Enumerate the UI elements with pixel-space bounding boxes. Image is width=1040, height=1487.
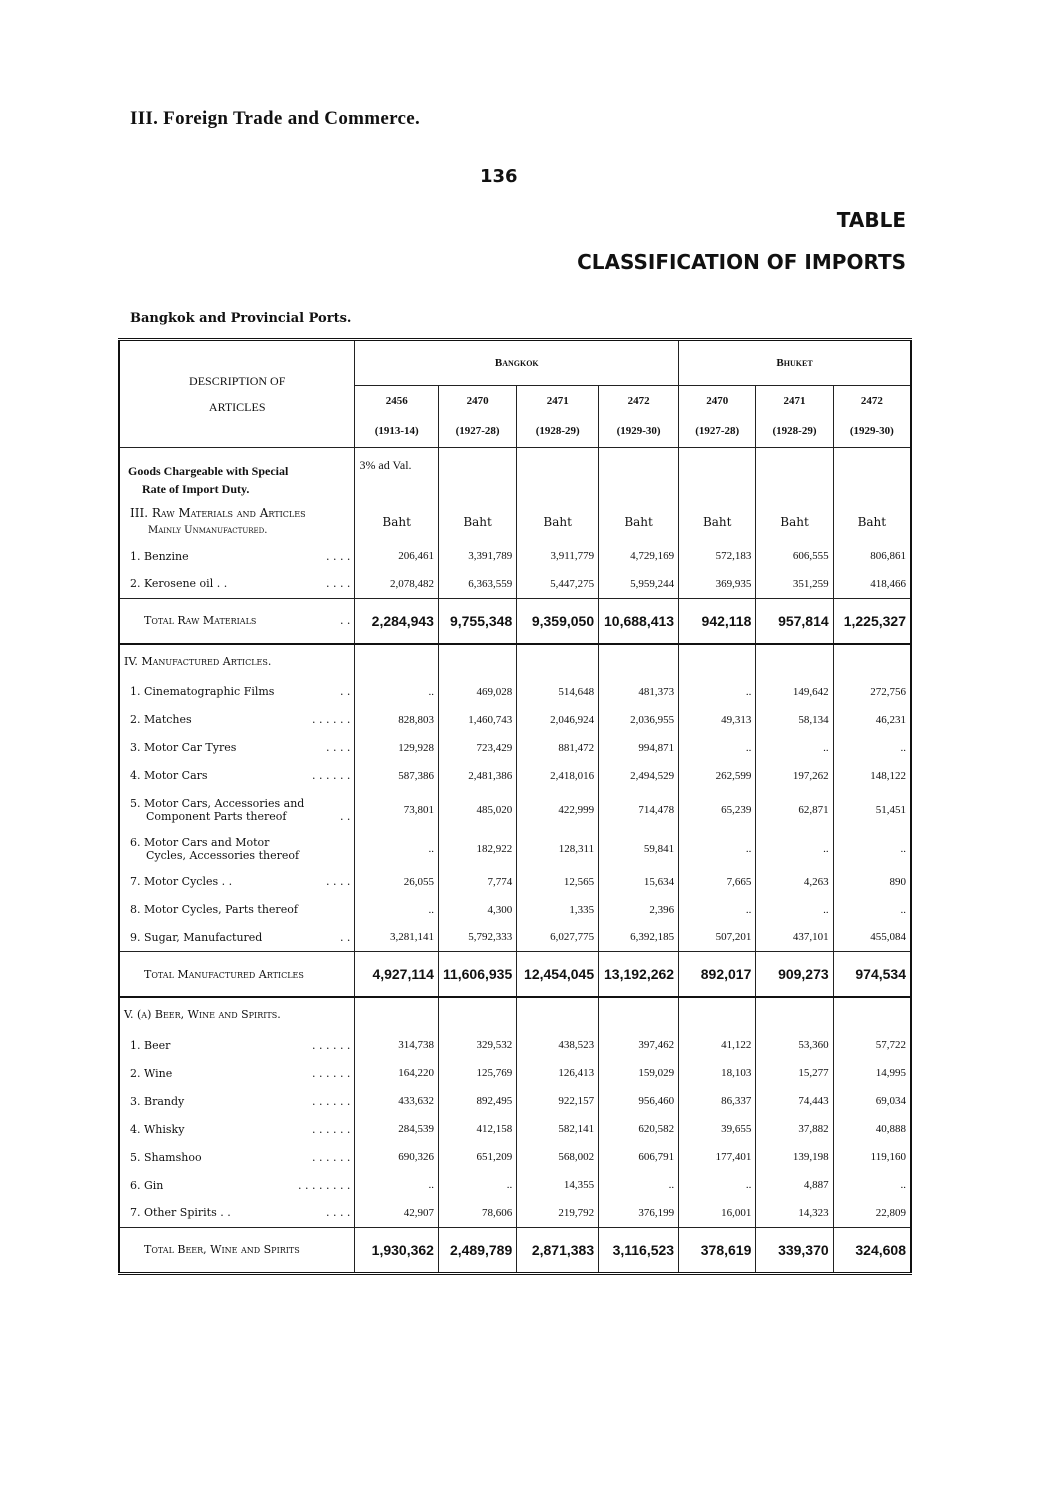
total-row — [119, 598, 911, 644]
year-header: 2471 — [517, 386, 599, 416]
cell-value: .. — [679, 678, 756, 706]
cell-value: .. — [833, 830, 911, 868]
row-label: 2. Matches . . . . . . — [130, 713, 351, 726]
cell-value: .. — [599, 1171, 679, 1199]
cell-value: 4,300 — [438, 896, 516, 924]
cell-value: 42,907 — [355, 1199, 439, 1227]
table-row — [119, 1143, 911, 1171]
cell-value: 148,122 — [833, 762, 911, 790]
total-value: 378,619 — [679, 1227, 756, 1273]
period-header: (1929-30) — [599, 416, 679, 448]
cell-value: 3,911,779 — [517, 542, 599, 570]
cell-value: 6,392,185 — [599, 924, 679, 952]
cell-value: 397,462 — [599, 1031, 679, 1059]
cell-value: 507,201 — [679, 924, 756, 952]
special-goods-line1: Goods Chargeable with Special — [128, 464, 289, 478]
table-row — [119, 1171, 911, 1199]
unit-label: Baht — [833, 502, 911, 542]
table-row — [119, 570, 911, 598]
row-label: 4. Whisky . . . . . . — [130, 1122, 351, 1136]
total-value: 11,606,935 — [438, 952, 516, 998]
cell-value: 272,756 — [833, 678, 911, 706]
cell-value: .. — [438, 1171, 516, 1199]
cell-value: 2,396 — [599, 896, 679, 924]
total-value: 974,534 — [833, 952, 911, 998]
row-label: 2. Wine . . . . . . — [130, 1066, 351, 1080]
unit-label: Baht — [355, 502, 439, 542]
description-header-line2: ARTICLES — [208, 400, 266, 414]
cell-value: .. — [355, 678, 439, 706]
year-header: 2471 — [756, 386, 833, 416]
cell-value: .. — [833, 734, 911, 762]
cell-value: 892,495 — [438, 1087, 516, 1115]
raw-materials-heading-line2: Mainly Unmanufactured. — [148, 525, 268, 536]
cell-value: 78,606 — [438, 1199, 516, 1227]
period-header: (1927-28) — [679, 416, 756, 448]
cell-value: .. — [756, 896, 833, 924]
cell-value: 1,335 — [517, 896, 599, 924]
manufactured-heading: IV. Manufactured Articles. — [124, 654, 272, 668]
row-label: 7. Motor Cycles . . . . . . — [130, 875, 351, 888]
total-label: Total Beer, Wine and Spirits — [119, 1227, 355, 1273]
classification-title: CLASSIFICATION OF IMPORTS — [577, 250, 906, 274]
period-header: (1928-29) — [756, 416, 833, 448]
cell-value: 57,722 — [833, 1031, 911, 1059]
cell-value: 572,183 — [679, 542, 756, 570]
total-value: 2,489,789 — [438, 1227, 516, 1273]
cell-value: 2,481,386 — [438, 762, 516, 790]
table-row — [119, 1199, 911, 1227]
description-header — [119, 340, 355, 448]
cell-value: 128,311 — [517, 830, 599, 868]
cell-value: 329,532 — [438, 1031, 516, 1059]
total-value: 339,370 — [756, 1227, 833, 1273]
cell-value: 14,323 — [756, 1199, 833, 1227]
imports-table-container — [118, 338, 912, 1275]
group-header-bangkok: Bangkok — [355, 340, 679, 386]
cell-value: 994,871 — [599, 734, 679, 762]
table-row — [119, 1059, 911, 1087]
total-value: 4,927,114 — [355, 952, 439, 998]
table-row — [119, 734, 911, 762]
cell-value: .. — [833, 1171, 911, 1199]
cell-value: 6,363,559 — [438, 570, 516, 598]
table-row — [119, 924, 911, 952]
cell-value: 51,451 — [833, 790, 911, 830]
total-value: 9,359,050 — [517, 598, 599, 644]
cell-value: 2,418,016 — [517, 762, 599, 790]
total-value: 12,454,045 — [517, 952, 599, 998]
section-title: III. Foreign Trade and Commerce. — [130, 108, 421, 129]
row-label: 1. Cinematographic Films . . — [130, 685, 351, 698]
total-value: 10,688,413 — [599, 598, 679, 644]
cell-value: 1,460,743 — [438, 706, 516, 734]
cell-value: 314,738 — [355, 1031, 439, 1059]
row-label: 8. Motor Cycles, Parts thereof — [130, 903, 298, 916]
table-row — [119, 1115, 911, 1143]
cell-value: 433,632 — [355, 1087, 439, 1115]
row-label: 3. Brandy . . . . . . — [130, 1094, 351, 1108]
cell-value: 86,337 — [679, 1087, 756, 1115]
cell-value: 369,935 — [679, 570, 756, 598]
cell-value: .. — [679, 896, 756, 924]
cell-value: 922,157 — [517, 1087, 599, 1115]
cell-value: 4,887 — [756, 1171, 833, 1199]
row-label: 2. Kerosene oil . . . . . . — [130, 577, 351, 591]
total-row — [119, 1227, 911, 1273]
table-row — [119, 868, 911, 896]
total-value: 3,116,523 — [599, 1227, 679, 1273]
row-label: 1. Benzine . . . . — [130, 549, 351, 563]
cell-value: 469,028 — [438, 678, 516, 706]
row-label: 1. Beer . . . . . . — [130, 1038, 351, 1052]
row-label: 6. Motor Cars and Motor Cycles, Accessories thereof — [130, 835, 300, 862]
cell-value: .. — [355, 830, 439, 868]
cell-value: 4,729,169 — [599, 542, 679, 570]
total-label: Total Raw Materials . . — [119, 598, 355, 644]
table-row — [119, 790, 911, 830]
cell-value: 125,769 — [438, 1059, 516, 1087]
row-label: 6. Gin . . . . . . . . — [130, 1178, 351, 1192]
row-label: 9. Sugar, Manufactured . . — [130, 930, 351, 944]
cell-value: 587,386 — [355, 762, 439, 790]
total-value: 942,118 — [679, 598, 756, 644]
cell-value: 422,999 — [517, 790, 599, 830]
cell-value: 53,360 — [756, 1031, 833, 1059]
cell-value: 606,791 — [599, 1143, 679, 1171]
table-row — [119, 1087, 911, 1115]
cell-value: 690,326 — [355, 1143, 439, 1171]
cell-value: 806,861 — [833, 542, 911, 570]
period-header: (1929-30) — [833, 416, 911, 448]
year-header: 2472 — [599, 386, 679, 416]
row-label: 3. Motor Car Tyres . . . . — [130, 741, 351, 754]
total-value: 13,192,262 — [599, 952, 679, 998]
cell-value: 159,029 — [599, 1059, 679, 1087]
cell-value: 418,466 — [833, 570, 911, 598]
cell-value: 37,882 — [756, 1115, 833, 1143]
total-row — [119, 952, 911, 998]
total-value: 892,017 — [679, 952, 756, 998]
year-header: 2470 — [679, 386, 756, 416]
year-header: 2472 — [833, 386, 911, 416]
cell-value: .. — [355, 896, 439, 924]
cell-value: 14,995 — [833, 1059, 911, 1087]
cell-value: 2,046,924 — [517, 706, 599, 734]
cell-value: 723,429 — [438, 734, 516, 762]
cell-value: .. — [833, 896, 911, 924]
cell-value: 7,774 — [438, 868, 516, 896]
cell-value: 177,401 — [679, 1143, 756, 1171]
cell-value: 828,803 — [355, 706, 439, 734]
cell-value: 59,841 — [599, 830, 679, 868]
total-value: 909,273 — [756, 952, 833, 998]
cell-value: 15,277 — [756, 1059, 833, 1087]
total-value: 9,755,348 — [438, 598, 516, 644]
total-label: Total Manufactured Articles — [119, 952, 355, 998]
table-row — [119, 542, 911, 570]
cell-value: 22,809 — [833, 1199, 911, 1227]
cell-value: 197,262 — [756, 762, 833, 790]
table-row — [119, 762, 911, 790]
special-goods-line2: Rate of Import Duty. — [142, 482, 250, 496]
total-value: 957,814 — [756, 598, 833, 644]
table-row — [119, 706, 911, 734]
period-header: (1928-29) — [517, 416, 599, 448]
cell-value: 182,922 — [438, 830, 516, 868]
cell-value: 437,101 — [756, 924, 833, 952]
cell-value: 5,959,244 — [599, 570, 679, 598]
special-goods-heading — [119, 458, 355, 502]
cell-value: 582,141 — [517, 1115, 599, 1143]
cell-value: 58,134 — [756, 706, 833, 734]
table-row — [119, 830, 911, 868]
cell-value: .. — [679, 1171, 756, 1199]
cell-value: 73,801 — [355, 790, 439, 830]
cell-value: .. — [756, 734, 833, 762]
cell-value: 164,220 — [355, 1059, 439, 1087]
cell-value: 568,002 — [517, 1143, 599, 1171]
unit-label: Baht — [756, 502, 833, 542]
cell-value: 514,648 — [517, 678, 599, 706]
year-header: 2470 — [438, 386, 516, 416]
cell-value: .. — [756, 830, 833, 868]
cell-value: 606,555 — [756, 542, 833, 570]
table-row — [119, 1031, 911, 1059]
cell-value: 14,355 — [517, 1171, 599, 1199]
cell-value: 206,461 — [355, 542, 439, 570]
raw-materials-heading — [119, 502, 355, 542]
cell-value: 262,599 — [679, 762, 756, 790]
cell-value: 5,447,275 — [517, 570, 599, 598]
row-label: 5. Shamshoo . . . . . . — [130, 1150, 351, 1164]
cell-value: 126,413 — [517, 1059, 599, 1087]
cell-value: 39,655 — [679, 1115, 756, 1143]
cell-value: .. — [679, 734, 756, 762]
unit-label: Baht — [517, 502, 599, 542]
cell-value: 284,539 — [355, 1115, 439, 1143]
cell-value: 376,199 — [599, 1199, 679, 1227]
total-value: 2,284,943 — [355, 598, 439, 644]
cell-value: 481,373 — [599, 678, 679, 706]
cell-value: 15,634 — [599, 868, 679, 896]
cell-value: 5,792,333 — [438, 924, 516, 952]
cell-value: 485,020 — [438, 790, 516, 830]
cell-value: 139,198 — [756, 1143, 833, 1171]
row-label: 4. Motor Cars . . . . . . — [130, 769, 351, 782]
cell-value: 4,263 — [756, 868, 833, 896]
year-header: 2456 — [355, 386, 439, 416]
ports-label: Bangkok and Provincial Ports. — [130, 311, 352, 326]
cell-value: 412,158 — [438, 1115, 516, 1143]
table-row — [119, 678, 911, 706]
beer-heading: V. (a) Beer, Wine and Spirits. — [124, 1008, 281, 1021]
total-value: 2,871,383 — [517, 1227, 599, 1273]
cell-value: 12,565 — [517, 868, 599, 896]
cell-value: 18,103 — [679, 1059, 756, 1087]
cell-value: .. — [355, 1171, 439, 1199]
cell-value: 3,281,141 — [355, 924, 439, 952]
special-rate: 3% ad Val. — [355, 458, 439, 502]
cell-value: 438,523 — [517, 1031, 599, 1059]
row-label: 7. Other Spirits . . . . . . — [130, 1206, 351, 1220]
page-number: 136 — [480, 166, 518, 187]
cell-value: 890 — [833, 868, 911, 896]
row-label: 5. Motor Cars, Accessories and Component Parts thereof . . — [130, 796, 351, 823]
cell-value: 129,928 — [355, 734, 439, 762]
unit-label: Baht — [438, 502, 516, 542]
total-value: 1,930,362 — [355, 1227, 439, 1273]
cell-value: 62,871 — [756, 790, 833, 830]
cell-value: 3,391,789 — [438, 542, 516, 570]
cell-value: 956,460 — [599, 1087, 679, 1115]
cell-value: 119,160 — [833, 1143, 911, 1171]
cell-value: 881,472 — [517, 734, 599, 762]
cell-value: 40,888 — [833, 1115, 911, 1143]
cell-value: 651,209 — [438, 1143, 516, 1171]
raw-materials-heading-line1: III. Raw Materials and Articles — [130, 506, 306, 520]
period-header: (1927-28) — [438, 416, 516, 448]
cell-value: 2,078,482 — [355, 570, 439, 598]
cell-value: 620,582 — [599, 1115, 679, 1143]
cell-value: 6,027,775 — [517, 924, 599, 952]
total-value: 324,608 — [833, 1227, 911, 1273]
cell-value: 351,259 — [756, 570, 833, 598]
cell-value: 149,642 — [756, 678, 833, 706]
cell-value: 74,443 — [756, 1087, 833, 1115]
cell-value: 65,239 — [679, 790, 756, 830]
cell-value: 2,036,955 — [599, 706, 679, 734]
cell-value: 455,084 — [833, 924, 911, 952]
cell-value: 49,313 — [679, 706, 756, 734]
cell-value: .. — [679, 830, 756, 868]
total-value: 1,225,327 — [833, 598, 911, 644]
cell-value: 219,792 — [517, 1199, 599, 1227]
table-row — [119, 896, 911, 924]
cell-value: 2,494,529 — [599, 762, 679, 790]
cell-value: 46,231 — [833, 706, 911, 734]
period-header: (1913-14) — [355, 416, 439, 448]
unit-label: Baht — [679, 502, 756, 542]
description-header-line1: DESCRIPTION OF — [189, 374, 286, 388]
cell-value: 16,001 — [679, 1199, 756, 1227]
cell-value: 41,122 — [679, 1031, 756, 1059]
group-header-bhuket: Bhuket — [679, 340, 911, 386]
cell-value: 69,034 — [833, 1087, 911, 1115]
table-label: TABLE — [836, 208, 906, 232]
cell-value: 714,478 — [599, 790, 679, 830]
unit-label: Baht — [599, 502, 679, 542]
cell-value: 26,055 — [355, 868, 439, 896]
imports-table — [118, 338, 912, 1275]
cell-value: 7,665 — [679, 868, 756, 896]
